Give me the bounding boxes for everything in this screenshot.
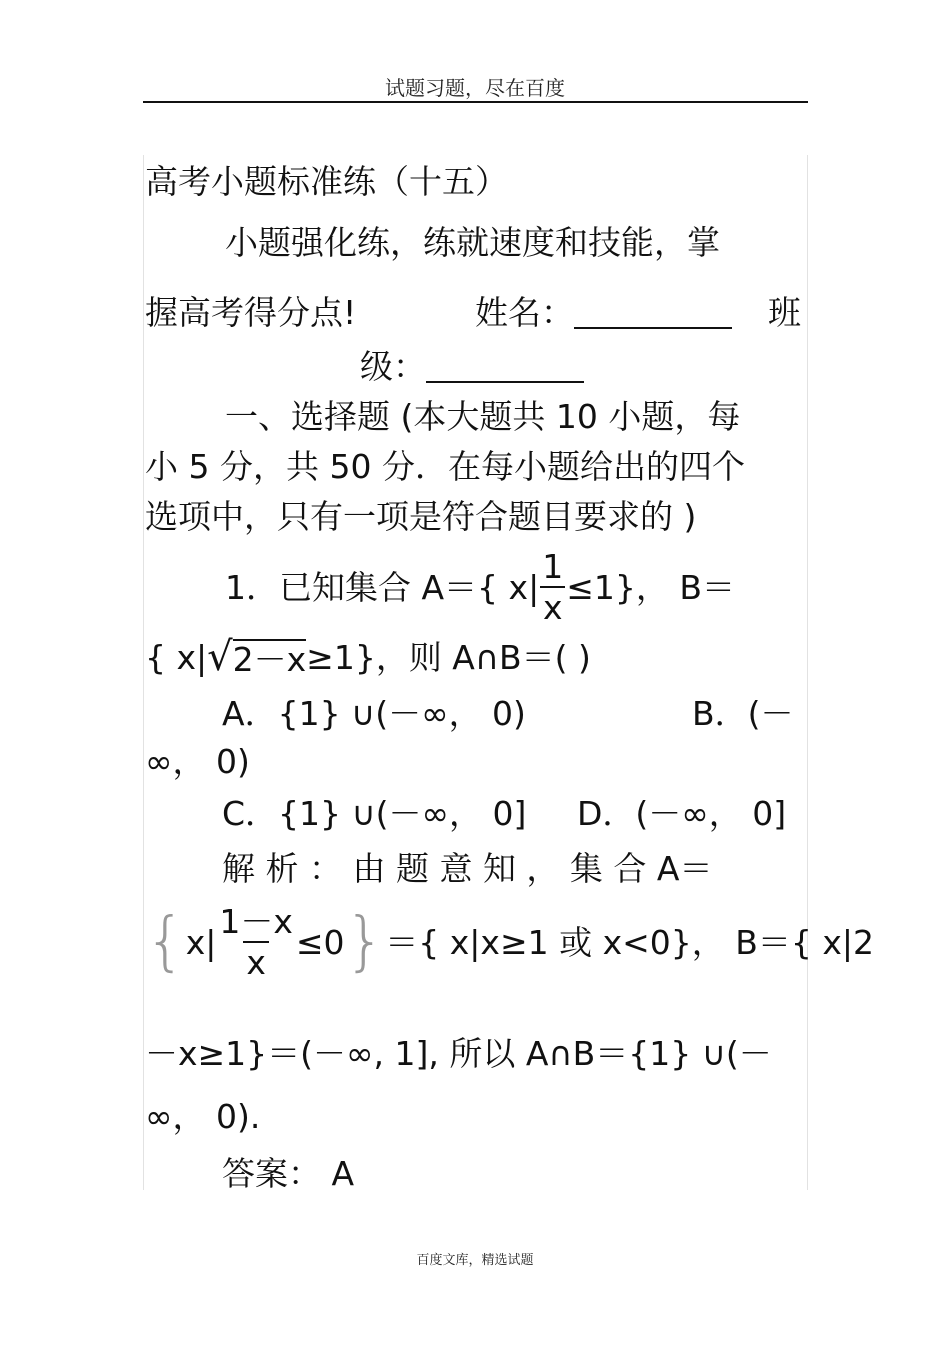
intro-line-1: 小题强化练，练就速度和技能，掌 xyxy=(225,223,720,262)
question-1-stem xyxy=(225,547,735,627)
analysis-line-4: ∞， 0). xyxy=(145,1097,261,1136)
page-header: 试题习题，尽在百度 xyxy=(385,76,565,100)
analysis-frac-den: x xyxy=(243,941,269,979)
q1-sqrt-body: 2－x xyxy=(232,639,307,679)
class-blank xyxy=(426,351,584,383)
intro-line-2: 握高考得分点! xyxy=(145,293,357,332)
analysis-frac-num: 1－x xyxy=(219,902,293,941)
q1-frac-num: 1 xyxy=(542,547,564,586)
section-line-1: 一、选择题 (本大题共 10 小题，每 xyxy=(225,397,741,436)
class-label-1: 班 xyxy=(768,293,801,332)
name-field xyxy=(475,293,732,332)
option-d: D．(－∞， 0] xyxy=(577,794,787,833)
option-b-cont: ∞， 0) xyxy=(145,742,250,781)
left-brace-icon: { xyxy=(145,905,186,979)
q1-line2-a: { x| xyxy=(145,637,208,677)
analysis-line-3: －x≥1}＝(－∞, 1], 所以 A∩B＝{1} ∪(－ xyxy=(145,1034,772,1073)
option-c: C．{1} ∪(－∞， 0] xyxy=(222,794,527,833)
analysis-line2-rest: ＝{ x|x≥1 或 x<0}， B＝{ x|2 xyxy=(385,922,874,962)
question-1-line-2 xyxy=(145,634,591,680)
analysis-line-2 xyxy=(145,902,874,982)
section-line-2: 小 5 分，共 50 分．在每小题给出的四个 xyxy=(145,447,745,486)
doc-title: 高考小题标准练（十五） xyxy=(145,162,508,201)
right-brace-icon: } xyxy=(344,905,386,979)
answer: 答案： A xyxy=(222,1154,355,1193)
class-field xyxy=(360,347,584,386)
q1-fraction xyxy=(539,547,566,627)
q1-line2-b: ≥1}，则 A∩B＝( ) xyxy=(306,637,591,677)
q1-stem-b: ≤1}， B＝ xyxy=(566,567,735,607)
analysis-fraction xyxy=(216,902,296,982)
analysis-line-1: 解 析 ： 由 题 意 知 ， 集 合 A＝ xyxy=(222,849,713,888)
header-rule xyxy=(143,101,808,103)
name-blank xyxy=(574,297,732,329)
sqrt-icon: √ xyxy=(207,634,233,680)
analysis-leq0: ≤0 xyxy=(295,922,345,962)
page-footer: 百度文库，精选试题 xyxy=(416,1253,534,1268)
class-label-2: 级： xyxy=(360,347,426,386)
q1-frac-den: x xyxy=(540,586,566,624)
analysis-xbar: x| xyxy=(185,922,217,962)
option-b: B．(－ xyxy=(692,694,794,733)
option-a: A．{1} ∪(－∞， 0) xyxy=(222,694,526,733)
name-label: 姓名： xyxy=(475,293,574,332)
q1-stem-a: 1．已知集合 A＝{ x| xyxy=(225,567,540,607)
right-margin-line xyxy=(807,155,808,1190)
section-line-3: 选项中，只有一项是符合题目要求的 ) xyxy=(145,497,697,536)
left-margin-line xyxy=(143,155,144,1190)
